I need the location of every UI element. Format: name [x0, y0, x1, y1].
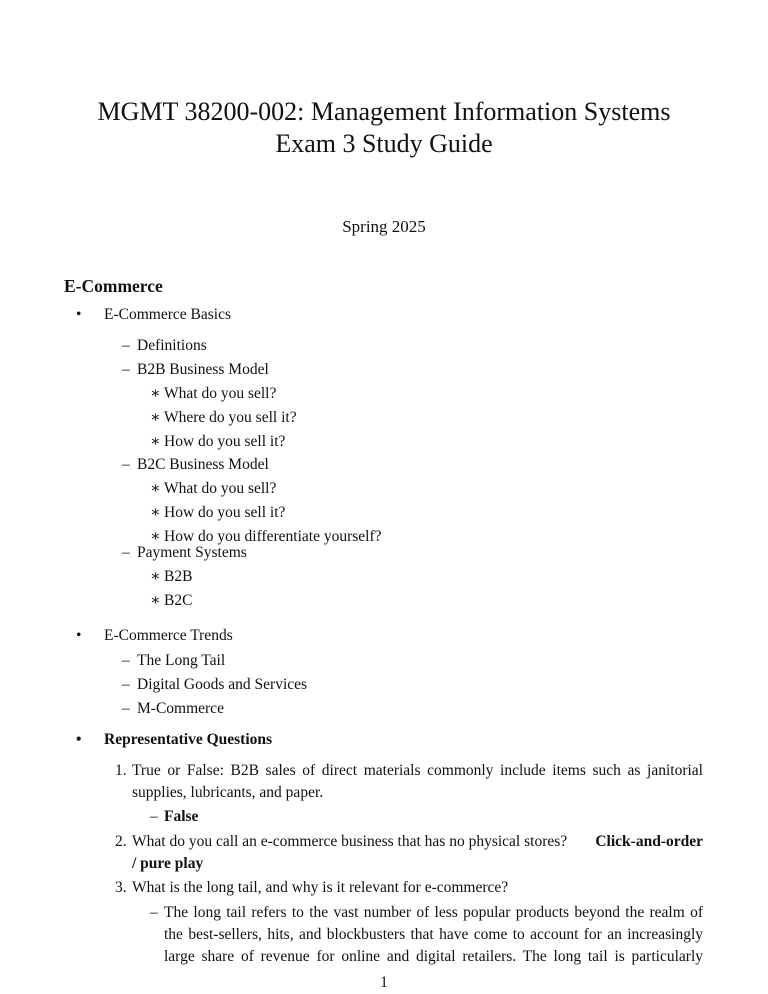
- question-number: 1.: [115, 762, 127, 779]
- title-line-2: Exam 3 Study Guide: [275, 129, 493, 158]
- answer-line: the best-sellers, hits, and blockbusters that have come to account for an increasingly: [164, 926, 703, 943]
- star-marker: ∗: [150, 385, 161, 402]
- answer-line: The long tail refers to the vast number of less popular products beyond the realm of: [164, 904, 703, 921]
- dash-marker: –: [122, 652, 130, 669]
- question-number: 3.: [115, 879, 127, 896]
- title-line-1: MGMT 38200-002: Management Information Systems: [97, 97, 671, 126]
- question-line: [132, 833, 703, 851]
- subtopic-payment: Payment Systems: [137, 544, 247, 561]
- answer: Click-and-order: [595, 833, 703, 850]
- list-item: What do you sell?: [164, 480, 277, 497]
- list-item: How do you sell it?: [164, 504, 286, 521]
- subtopic-b2b: B2B Business Model: [137, 361, 269, 378]
- dash-marker: –: [122, 544, 130, 561]
- dash-marker: –: [122, 337, 130, 354]
- subtopic-definitions: Definitions: [137, 337, 207, 354]
- topic-questions: Representative Questions: [104, 731, 273, 748]
- star-marker: ∗: [150, 528, 161, 545]
- section-heading: E-Commerce: [64, 276, 163, 296]
- star-marker: ∗: [150, 433, 161, 450]
- star-marker: ∗: [150, 480, 161, 497]
- page-number: 1: [380, 974, 388, 991]
- subtopic-b2c: B2C Business Model: [137, 456, 269, 473]
- list-item: Digital Goods and Services: [137, 676, 308, 693]
- list-item: M-Commerce: [137, 700, 224, 717]
- dash-marker: –: [122, 456, 130, 473]
- list-item: What do you sell?: [164, 385, 277, 402]
- topic-trends: E-Commerce Trends: [104, 627, 233, 644]
- dash-marker: –: [122, 676, 130, 693]
- dash-marker: –: [122, 700, 130, 717]
- list-item: How do you differentiate yourself?: [164, 528, 382, 545]
- list-item: B2C: [164, 592, 193, 609]
- bullet-marker: •: [76, 306, 82, 323]
- answer-line: large share of revenue for online and digital retailers. The long tail is particularly: [164, 948, 703, 965]
- dash-marker: –: [150, 808, 158, 825]
- star-marker: ∗: [150, 504, 161, 521]
- question-number: 2.: [115, 833, 127, 850]
- list-item: B2B: [164, 568, 193, 585]
- date: Spring 2025: [342, 217, 426, 236]
- question-text: True or False: B2B sales of direct materials commonly include items such as janitorial: [132, 762, 703, 779]
- star-marker: ∗: [150, 409, 161, 426]
- list-item: Where do you sell it?: [164, 409, 297, 426]
- topic-basics: E-Commerce Basics: [104, 306, 231, 323]
- dash-marker: –: [150, 904, 158, 921]
- question-text: supplies, lubricants, and paper.: [132, 784, 324, 801]
- star-marker: ∗: [150, 592, 161, 609]
- dash-marker: –: [122, 361, 130, 378]
- star-marker: ∗: [150, 568, 161, 585]
- list-item: How do you sell it?: [164, 433, 286, 450]
- list-item: The Long Tail: [137, 652, 226, 669]
- answer: / pure play: [132, 855, 204, 872]
- bullet-marker: •: [76, 731, 82, 748]
- bullet-marker: •: [76, 627, 82, 644]
- question-text: What do you call an e-commerce business that has no physical stores?: [132, 833, 568, 850]
- question-text: What is the long tail, and why is it relevant for e-commerce?: [132, 879, 509, 896]
- answer: False: [164, 808, 199, 825]
